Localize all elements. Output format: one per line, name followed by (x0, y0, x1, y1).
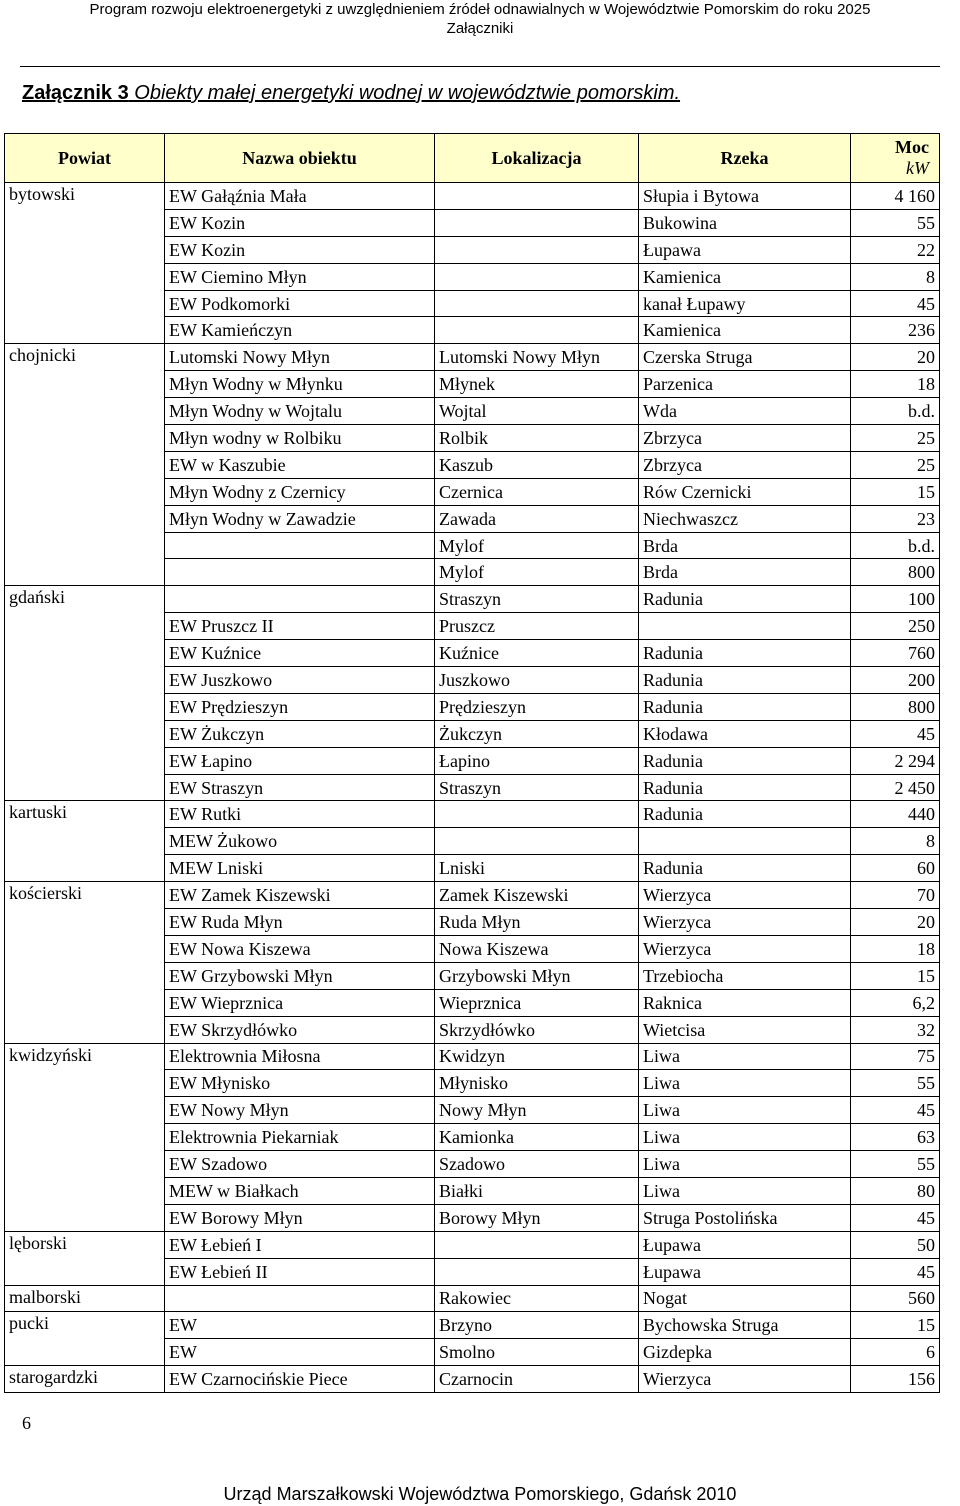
cell-name: Elektrownia Piekarniak (165, 1124, 435, 1151)
cell-power: 45 (851, 1258, 940, 1285)
cell-location (435, 1258, 639, 1285)
cell-power: 8 (851, 828, 940, 855)
cell-powiat (5, 505, 165, 532)
cell-power: 75 (851, 1043, 940, 1070)
table-row (5, 1124, 940, 1151)
cell-powiat (5, 747, 165, 774)
cell-power: 55 (851, 1070, 940, 1097)
cell-location: Zawada (435, 505, 639, 532)
cell-powiat (5, 317, 165, 344)
cell-river: Wierzyca (639, 909, 851, 936)
cell-name: EW Juszkowo (165, 667, 435, 694)
cell-power: 45 (851, 1204, 940, 1231)
cell-river: Łupawa (639, 1258, 851, 1285)
cell-river: Łupawa (639, 1231, 851, 1258)
cell-power: 236 (851, 317, 940, 344)
cell-name: EW Żukczyn (165, 720, 435, 747)
table-row (5, 1231, 940, 1258)
cell-name: EW Kozin (165, 236, 435, 263)
cell-location (435, 828, 639, 855)
cell-river: Kamienica (639, 263, 851, 290)
cell-name: EW Gałąźnia Mała (165, 183, 435, 210)
cell-name: EW Skrzydłówko (165, 1016, 435, 1043)
cell-name: Młyn Wodny w Młynku (165, 371, 435, 398)
cell-power: 63 (851, 1124, 940, 1151)
cell-power: 200 (851, 667, 940, 694)
cell-location: Straszyn (435, 586, 639, 613)
cell-location: Grzybowski Młyn (435, 962, 639, 989)
cell-name: EW Podkomorki (165, 290, 435, 317)
table-row (5, 532, 940, 559)
table-row (5, 559, 940, 586)
cell-power: 45 (851, 290, 940, 317)
cell-location: Kamionka (435, 1124, 639, 1151)
cell-location: Nowa Kiszewa (435, 935, 639, 962)
cell-power: 15 (851, 478, 940, 505)
cell-powiat (5, 1258, 165, 1285)
cell-river: Liwa (639, 1124, 851, 1151)
cell-name: EW Rutki (165, 801, 435, 828)
cell-name: EW Grzybowski Młyn (165, 962, 435, 989)
cell-powiat: gdański (5, 586, 165, 613)
cell-river: Kłodawa (639, 720, 851, 747)
cell-river: Bukowina (639, 209, 851, 236)
table-row (5, 882, 940, 909)
cell-river: Struga Postolińska (639, 1204, 851, 1231)
cell-river: Kamienica (639, 317, 851, 344)
header-title: Program rozwoju elektroenergetyki z uwzględnieniem źródeł odnawialnych w Województwie Pomorskim do roku 2025 (89, 1, 871, 18)
table-row (5, 1070, 940, 1097)
cell-name: MEW Żukowo (165, 828, 435, 855)
cell-name: EW Nowy Młyn (165, 1097, 435, 1124)
cell-location: Ruda Młyn (435, 909, 639, 936)
cell-powiat (5, 989, 165, 1016)
cell-river: Radunia (639, 855, 851, 882)
cell-power: 55 (851, 209, 940, 236)
cell-powiat (5, 1151, 165, 1178)
cell-location (435, 317, 639, 344)
cell-name: EW Szadowo (165, 1151, 435, 1178)
table-row (5, 1339, 940, 1366)
cell-power: 2 294 (851, 747, 940, 774)
cell-powiat (5, 559, 165, 586)
cell-location: Białki (435, 1177, 639, 1204)
cell-powiat: malborski (5, 1285, 165, 1312)
cell-river: Wierzyca (639, 882, 851, 909)
cell-power: 20 (851, 344, 940, 371)
table-row (5, 962, 940, 989)
table-row (5, 183, 940, 210)
cell-power: 18 (851, 935, 940, 962)
table-row (5, 1097, 940, 1124)
cell-location: Mylof (435, 532, 639, 559)
cell-power: 6 (851, 1339, 940, 1366)
cell-powiat: pucki (5, 1312, 165, 1339)
cell-power: 8 (851, 263, 940, 290)
cell-river: Radunia (639, 747, 851, 774)
cell-power: 32 (851, 1016, 940, 1043)
cell-river (639, 613, 851, 640)
cell-powiat (5, 693, 165, 720)
cell-location: Żukczyn (435, 720, 639, 747)
cell-powiat (5, 667, 165, 694)
cell-river: Parzenica (639, 371, 851, 398)
cell-power: 45 (851, 720, 940, 747)
cell-powiat (5, 935, 165, 962)
cell-powiat (5, 720, 165, 747)
cell-river: Radunia (639, 667, 851, 694)
cell-powiat (5, 1124, 165, 1151)
cell-power: 15 (851, 962, 940, 989)
cell-river: Radunia (639, 774, 851, 801)
table-row (5, 425, 940, 452)
cell-name (165, 586, 435, 613)
table-row (5, 667, 940, 694)
cell-powiat (5, 478, 165, 505)
cell-name: EW Borowy Młyn (165, 1204, 435, 1231)
cell-powiat: bytowski (5, 183, 165, 210)
col-header-power-unit: kW (906, 158, 929, 178)
cell-river: Rów Czernicki (639, 478, 851, 505)
cell-river: Nogat (639, 1285, 851, 1312)
cell-location: Skrzydłówko (435, 1016, 639, 1043)
cell-river: Liwa (639, 1070, 851, 1097)
cell-powiat: kartuski (5, 801, 165, 828)
cell-location: Prędzieszyn (435, 693, 639, 720)
cell-power: 4 160 (851, 183, 940, 210)
cell-name: EW Łapino (165, 747, 435, 774)
table-row (5, 720, 940, 747)
cell-power: 18 (851, 371, 940, 398)
cell-powiat (5, 532, 165, 559)
cell-name: MEW w Białkach (165, 1177, 435, 1204)
cell-location: Czarnocin (435, 1366, 639, 1393)
cell-name: EW Pruszcz II (165, 613, 435, 640)
cell-name: EW (165, 1312, 435, 1339)
cell-location: Nowy Młyn (435, 1097, 639, 1124)
cell-location: Rolbik (435, 425, 639, 452)
cell-name: EW Wieprznica (165, 989, 435, 1016)
cell-river: Łupawa (639, 236, 851, 263)
cell-power: 70 (851, 882, 940, 909)
cell-location: Łapino (435, 747, 639, 774)
title-rest: Obiekty małej energetyki wodnej w województwie pomorskim. (128, 82, 681, 104)
cell-river: Wietcisa (639, 1016, 851, 1043)
table-row (5, 640, 940, 667)
cell-river: Raknica (639, 989, 851, 1016)
cell-name: EW Kuźnice (165, 640, 435, 667)
cell-powiat (5, 425, 165, 452)
cell-power: 15 (851, 1312, 940, 1339)
cell-power: 80 (851, 1177, 940, 1204)
cell-location: Borowy Młyn (435, 1204, 639, 1231)
table-row (5, 1204, 940, 1231)
table-row (5, 828, 940, 855)
cell-name: Młyn Wodny w Zawadzie (165, 505, 435, 532)
header-rule (20, 66, 940, 67)
cell-powiat (5, 828, 165, 855)
cell-location (435, 290, 639, 317)
cell-power: b.d. (851, 532, 940, 559)
cell-river: Brda (639, 532, 851, 559)
cell-location (435, 801, 639, 828)
cell-power: 560 (851, 1285, 940, 1312)
cell-location: Straszyn (435, 774, 639, 801)
cell-river: Brda (639, 559, 851, 586)
cell-power: 2 450 (851, 774, 940, 801)
table-row (5, 478, 940, 505)
cell-river: Zbrzyca (639, 451, 851, 478)
cell-powiat (5, 909, 165, 936)
cell-name (165, 1285, 435, 1312)
cell-river: Radunia (639, 640, 851, 667)
cell-name: Elektrownia Miłosna (165, 1043, 435, 1070)
cell-powiat (5, 1097, 165, 1124)
cell-location: Wieprznica (435, 989, 639, 1016)
cell-location: Smolno (435, 1339, 639, 1366)
cell-name: EW Ruda Młyn (165, 909, 435, 936)
table-row (5, 801, 940, 828)
table-row (5, 613, 940, 640)
table-row (5, 1043, 940, 1070)
cell-power: 60 (851, 855, 940, 882)
cell-name (165, 532, 435, 559)
table-row (5, 1258, 940, 1285)
cell-power: 760 (851, 640, 940, 667)
cell-location (435, 183, 639, 210)
cell-power: 250 (851, 613, 940, 640)
table-row (5, 371, 940, 398)
cell-powiat (5, 640, 165, 667)
cell-location: Młynek (435, 371, 639, 398)
cell-power: 55 (851, 1151, 940, 1178)
cell-name: EW Łebień II (165, 1258, 435, 1285)
table-row (5, 398, 940, 425)
cell-powiat (5, 236, 165, 263)
cell-power: 800 (851, 693, 940, 720)
cell-location: Lniski (435, 855, 639, 882)
cell-river: Liwa (639, 1097, 851, 1124)
cell-name: EW Zamek Kiszewski (165, 882, 435, 909)
cell-power: 25 (851, 451, 940, 478)
page-footer: Urząd Marszałkowski Województwa Pomorskiego, Gdańsk 2010 (223, 1484, 737, 1504)
table-row (5, 909, 940, 936)
cell-power: 25 (851, 425, 940, 452)
cell-river: Niechwaszcz (639, 505, 851, 532)
cell-power: 800 (851, 559, 940, 586)
cell-name: EW Czarnocińskie Piece (165, 1366, 435, 1393)
cell-river: Wierzyca (639, 1366, 851, 1393)
cell-power: 6,2 (851, 989, 940, 1016)
table-row (5, 263, 940, 290)
col-header-name: Nazwa obiektu (165, 134, 435, 183)
table-row (5, 344, 940, 371)
table-row (5, 1366, 940, 1393)
table-row (5, 1285, 940, 1312)
cell-river (639, 828, 851, 855)
cell-location: Kwidzyn (435, 1043, 639, 1070)
cell-location: Brzyno (435, 1312, 639, 1339)
table-row (5, 693, 940, 720)
col-header-powiat: Powiat (5, 134, 165, 183)
cell-river: Trzebiocha (639, 962, 851, 989)
table-row (5, 1177, 940, 1204)
cell-location: Juszkowo (435, 667, 639, 694)
table-row (5, 935, 940, 962)
cell-name: Młyn Wodny z Czernicy (165, 478, 435, 505)
table-row (5, 236, 940, 263)
cell-power: 23 (851, 505, 940, 532)
cell-power: 440 (851, 801, 940, 828)
title-lead: Załącznik 3 (22, 82, 129, 104)
cell-power: b.d. (851, 398, 940, 425)
cell-location: Czernica (435, 478, 639, 505)
cell-river: Liwa (639, 1043, 851, 1070)
cell-name: EW Straszyn (165, 774, 435, 801)
cell-river: Czerska Struga (639, 344, 851, 371)
table-row (5, 989, 940, 1016)
hydro-plants-table (4, 133, 940, 1393)
cell-name: Młyn Wodny w Wojtalu (165, 398, 435, 425)
cell-river: Wierzyca (639, 935, 851, 962)
cell-powiat (5, 371, 165, 398)
cell-location: Szadowo (435, 1151, 639, 1178)
cell-power: 156 (851, 1366, 940, 1393)
cell-river: Gizdepka (639, 1339, 851, 1366)
cell-location: Wojtal (435, 398, 639, 425)
cell-location: Lutomski Nowy Młyn (435, 344, 639, 371)
cell-powiat: kwidzyński (5, 1043, 165, 1070)
table-row (5, 1016, 940, 1043)
cell-power: 22 (851, 236, 940, 263)
cell-name: MEW Lniski (165, 855, 435, 882)
page-number: 6 (22, 1413, 31, 1433)
table-row (5, 317, 940, 344)
cell-power: 20 (851, 909, 940, 936)
table-header-row (5, 134, 940, 183)
cell-name: EW Kozin (165, 209, 435, 236)
cell-powiat (5, 290, 165, 317)
page-title (22, 82, 680, 105)
cell-power: 50 (851, 1231, 940, 1258)
cell-name: EW (165, 1339, 435, 1366)
cell-power: 100 (851, 586, 940, 613)
cell-powiat: starogardzki (5, 1366, 165, 1393)
cell-name: Lutomski Nowy Młyn (165, 344, 435, 371)
cell-location: Młynisko (435, 1070, 639, 1097)
cell-powiat (5, 263, 165, 290)
header-subtitle: Załączniki (446, 20, 514, 37)
cell-powiat: kościerski (5, 882, 165, 909)
cell-location (435, 236, 639, 263)
cell-powiat (5, 1339, 165, 1366)
table-row (5, 290, 940, 317)
table-row (5, 1151, 940, 1178)
table-row (5, 747, 940, 774)
cell-location: Mylof (435, 559, 639, 586)
cell-location: Kuźnice (435, 640, 639, 667)
cell-river: Zbrzyca (639, 425, 851, 452)
cell-river: kanał Łupawy (639, 290, 851, 317)
cell-river: Radunia (639, 693, 851, 720)
cell-powiat: lęborski (5, 1231, 165, 1258)
cell-location: Pruszcz (435, 613, 639, 640)
cell-location: Zamek Kiszewski (435, 882, 639, 909)
cell-location (435, 263, 639, 290)
cell-powiat (5, 1070, 165, 1097)
running-header (0, 0, 960, 38)
cell-location: Kaszub (435, 451, 639, 478)
table-row (5, 451, 940, 478)
cell-name: EW Ciemino Młyn (165, 263, 435, 290)
cell-powiat (5, 398, 165, 425)
cell-powiat (5, 209, 165, 236)
table-row (5, 505, 940, 532)
cell-name (165, 559, 435, 586)
cell-powiat (5, 855, 165, 882)
col-header-power: Moc kW (851, 134, 940, 183)
cell-powiat (5, 1016, 165, 1043)
cell-location (435, 1231, 639, 1258)
cell-river: Liwa (639, 1151, 851, 1178)
cell-location (435, 209, 639, 236)
table-row (5, 855, 940, 882)
table-row (5, 774, 940, 801)
cell-name: EW w Kaszubie (165, 451, 435, 478)
cell-name: EW Łebień I (165, 1231, 435, 1258)
table-row (5, 586, 940, 613)
cell-river: Bychowska Struga (639, 1312, 851, 1339)
cell-powiat (5, 962, 165, 989)
col-header-location: Lokalizacja (435, 134, 639, 183)
cell-river: Słupia i Bytowa (639, 183, 851, 210)
cell-name: EW Prędzieszyn (165, 693, 435, 720)
table-body (5, 183, 940, 1393)
table-row (5, 1312, 940, 1339)
cell-powiat (5, 774, 165, 801)
table-row (5, 209, 940, 236)
cell-powiat (5, 613, 165, 640)
cell-river: Liwa (639, 1177, 851, 1204)
cell-powiat (5, 451, 165, 478)
cell-river: Radunia (639, 801, 851, 828)
cell-powiat (5, 1204, 165, 1231)
cell-location: Rakowiec (435, 1285, 639, 1312)
cell-power: 45 (851, 1097, 940, 1124)
cell-river: Radunia (639, 586, 851, 613)
cell-name: EW Kamieńczyn (165, 317, 435, 344)
cell-name: EW Młynisko (165, 1070, 435, 1097)
cell-powiat (5, 1177, 165, 1204)
cell-name: EW Nowa Kiszewa (165, 935, 435, 962)
col-header-river: Rzeka (639, 134, 851, 183)
cell-river: Wda (639, 398, 851, 425)
cell-powiat: chojnicki (5, 344, 165, 371)
cell-name: Młyn wodny w Rolbiku (165, 425, 435, 452)
